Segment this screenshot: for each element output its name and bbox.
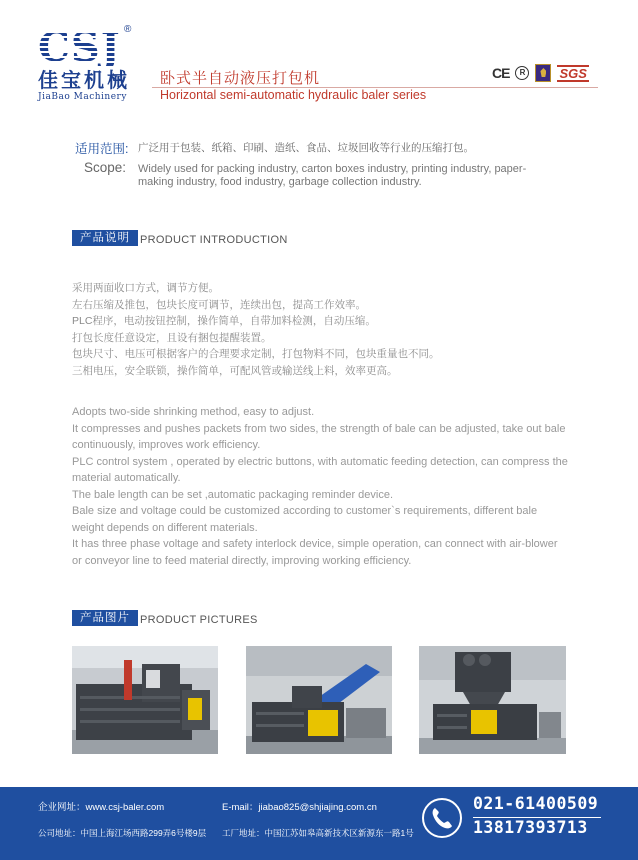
- intro-line-en: PLC control system , operated by electric buttons, with automatic feeding detection, can compress the material automatically.: [72, 455, 568, 484]
- registered-mark: ®: [124, 24, 132, 35]
- product-photo-1: [72, 646, 218, 754]
- footer-phone-mobile[interactable]: 13817393713: [473, 818, 588, 837]
- product-title-en: Horizontal semi-automatic hydraulic baler series: [160, 88, 427, 102]
- page-footer: [0, 787, 638, 860]
- sgs-mark-icon: SGS: [559, 65, 587, 81]
- pictures-section-title: PRODUCT PICTURES: [140, 614, 258, 626]
- footer-phone-landline[interactable]: 021-61400509: [473, 794, 599, 813]
- intro-line-en: It compresses and pushes packets from two sides, the strength of bale can be adjusted, take out bale continuously, improves work efficiency.: [72, 422, 566, 451]
- footer-company-address: 公司地址：中国上海江场西路299弄6号楼9层: [38, 828, 207, 838]
- intro-section-title: PRODUCT INTRODUCTION: [140, 234, 288, 246]
- intro-line-en: Bale size and voltage could be customized according to customer`s requirements, different bale weight depends on different materials.: [72, 505, 538, 534]
- circle-mark-icon: R: [515, 66, 529, 80]
- intro-section-tag: 产品说明: [72, 230, 138, 246]
- scope-label-en: Scope:: [84, 160, 127, 175]
- scope-label-cn: 适用范围:: [75, 142, 129, 156]
- pictures-section-tag: 产品图片: [72, 610, 138, 626]
- intro-line-cn: 采用两面收口方式，调节方便。: [72, 282, 219, 294]
- page-header: [0, 0, 638, 115]
- intro-line-cn: 打包长度任意设定，且设有捆包提醒装置。: [72, 331, 272, 344]
- scope-text-cn: 广泛用于包装、纸箱、印刷、造纸、食品、垃圾回收等行业的压缩打包。: [138, 142, 474, 154]
- ce-mark-icon: CE: [492, 65, 510, 81]
- product-title-cn: 卧式半自动液压打包机: [160, 70, 321, 87]
- product-photo-3: [419, 646, 566, 754]
- company-logo: [38, 24, 138, 108]
- intro-line-en: Adopts two-side shrinking method, easy to adjust.: [72, 406, 315, 418]
- footer-email[interactable]: E-mail：jiabao825@shjiajing.com.cn: [222, 802, 377, 813]
- intro-list-en: [72, 404, 568, 569]
- intro-line-en: It has three phase voltage and safety interlock device, simple operation, can connect with air-blower or conveyor line to feed material directly, improving working efficiency.: [72, 538, 558, 567]
- pictures-section-header: [72, 610, 258, 626]
- certification-marks: [492, 63, 589, 83]
- phone-icon: [422, 798, 462, 838]
- intro-line-cn: PLC程序，电动按钮控制，操作简单，自带加料检测，自动压缩。: [72, 315, 376, 327]
- product-photos: [72, 646, 566, 754]
- product-photo-2: [246, 646, 392, 754]
- logo-wordmark: CSJ: [38, 28, 138, 68]
- intro-section-header: [72, 230, 288, 246]
- intro-list-cn: [72, 280, 572, 379]
- quality-badge-icon: [535, 64, 551, 82]
- intro-line-cn: 三相电压，安全联锁，操作简单，可配风管或输送线上料，效率更高。: [72, 364, 398, 377]
- footer-website[interactable]: 企业网址：www.csj-baler.com: [38, 802, 165, 813]
- intro-line-cn: 左右压缩及推包，包块长度可调节，连续出包，提高工作效率。: [72, 298, 366, 311]
- intro-line-en: The bale length can be set ,automatic packaging reminder device.: [72, 488, 394, 501]
- logo-chinese-name: 佳宝机械: [38, 70, 130, 92]
- intro-line-cn: 包块尺寸、电压可根据客户的合理要求定制，打包物料不同，包块重量也不同。: [72, 348, 440, 360]
- footer-factory-address: 工厂地址：中国江苏如皋高新技术区新源东一路1号: [222, 828, 414, 838]
- scope-text-en: Widely used for packing industry, carton boxes industry, printing industry, paper-making industry, food industry, garbage collection industry.: [138, 163, 527, 188]
- logo-english-name: JiaBao Machinery: [38, 92, 127, 102]
